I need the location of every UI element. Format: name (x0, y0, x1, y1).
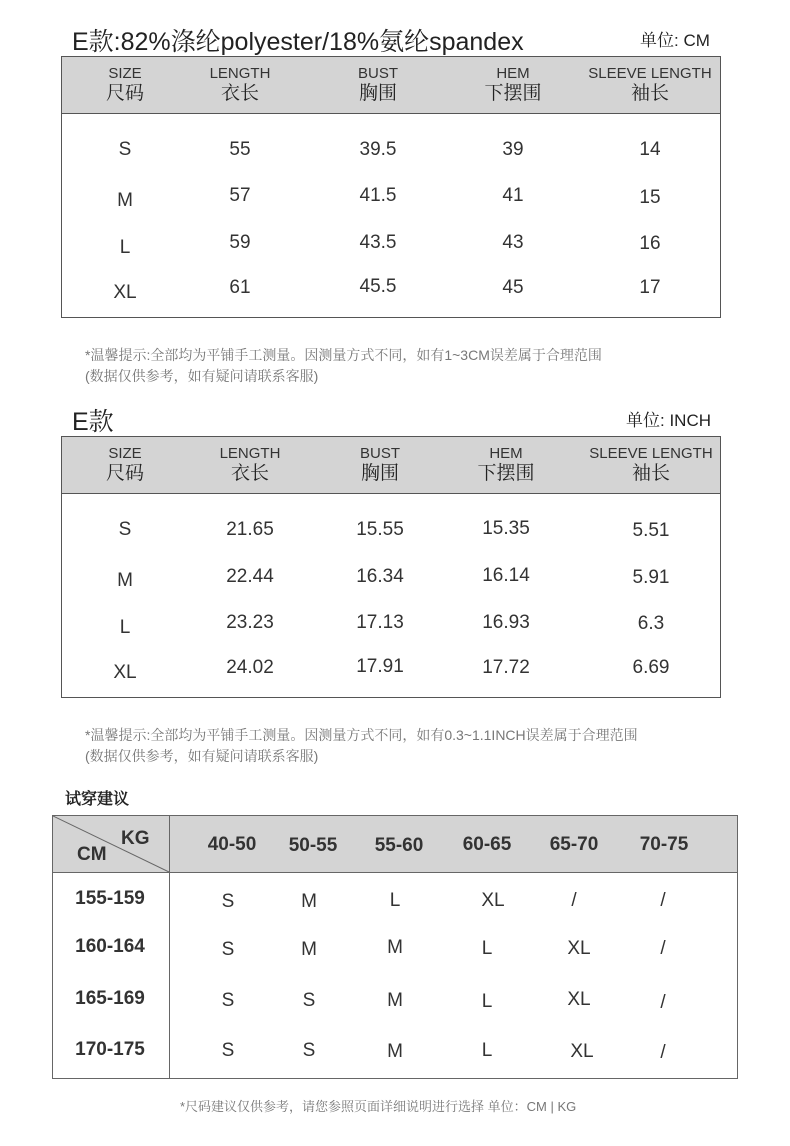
table-cell: 16.14 (482, 565, 530, 586)
header-bust: BUST 胸围 (359, 445, 401, 484)
cm-size-table (61, 56, 721, 318)
table-cell: 41 (502, 185, 524, 206)
weight-header: 40-50 (207, 834, 257, 855)
header-sleeve-length: SLEEVE LENGTH 袖长 (589, 445, 713, 484)
fit-recommendation-title: 试穿建议 (65, 791, 130, 808)
table-cell: 59 (229, 232, 251, 253)
table-cell: 5.51 (632, 520, 670, 541)
header-hem: HEM 下摆围 (477, 445, 535, 484)
inch-size-table (61, 436, 721, 698)
weight-header: 70-75 (639, 834, 689, 855)
inch-section-title: E款 (72, 408, 114, 436)
rec-size-cell: M (301, 939, 317, 960)
table-cell: 43 (502, 232, 524, 253)
height-label: 170-175 (75, 1039, 145, 1060)
rec-size-cell: L (481, 991, 493, 1012)
weight-header: 55-60 (374, 835, 424, 856)
table-cell: 15 (639, 187, 661, 208)
table-cell: 55 (229, 139, 251, 160)
rec-size-cell: M (387, 937, 403, 958)
table-cell: 57 (229, 185, 251, 206)
header-size: SIZE 尺码 (105, 445, 145, 484)
rec-size-cell: XL (570, 1041, 594, 1062)
table-cell: 23.23 (226, 612, 274, 633)
rec-size-cell: S (221, 891, 235, 912)
header-hem: HEM 下摆围 (484, 65, 542, 104)
table-cell: XL (113, 662, 137, 683)
rec-size-cell: / (660, 992, 666, 1013)
rec-size-cell: XL (481, 890, 505, 911)
rec-size-cell: M (301, 891, 317, 912)
table-cell: 6.3 (637, 613, 665, 634)
table-cell: 5.91 (632, 567, 670, 588)
corner-kg-label: KG (121, 828, 150, 849)
table-cell: L (119, 237, 131, 258)
rec-size-cell: S (221, 939, 235, 960)
table-cell: 17 (639, 277, 661, 298)
rec-size-cell: S (221, 1040, 235, 1061)
rec-size-cell: S (221, 990, 235, 1011)
cm-measure-note: *温馨提示:全部均为平铺手工测量。因测量方式不同，如有1~3CM误差属于合理范围 (数据仅供参考，如有疑问请联系客服) (85, 347, 602, 384)
table-cell: 15.35 (482, 518, 530, 539)
table-cell: 16 (639, 233, 661, 254)
table-cell: 17.91 (356, 656, 404, 677)
cm-unit-label: 单位: CM (640, 31, 710, 50)
header-length: LENGTH 衣长 (219, 445, 281, 484)
rec-size-cell: L (481, 1040, 493, 1061)
fit-recommendation-table (52, 815, 738, 1079)
table-cell: 16.34 (356, 566, 404, 587)
rec-size-cell: L (481, 938, 493, 959)
table-cell: 45 (502, 277, 524, 298)
inch-unit-label: 单位: INCH (626, 411, 711, 430)
table-cell: 61 (229, 277, 251, 298)
table-cell: M (117, 570, 133, 591)
rec-size-cell: XL (567, 938, 591, 959)
header-sleeve-length: SLEEVE LENGTH 袖长 (588, 65, 712, 104)
table-cell: 17.72 (482, 657, 530, 678)
height-label: 160-164 (75, 936, 145, 957)
height-label: 155-159 (75, 888, 145, 909)
table-cell: 17.13 (356, 612, 404, 633)
table-cell: S (118, 139, 132, 160)
weight-header: 50-55 (288, 835, 338, 856)
table-cell: 14 (639, 139, 661, 160)
rec-size-cell: / (660, 938, 666, 959)
table-cell: 6.69 (632, 657, 670, 678)
table-cell: 24.02 (226, 657, 274, 678)
table-cell: 39 (502, 139, 524, 160)
rec-size-cell: / (660, 1042, 666, 1063)
rec-size-cell: M (387, 1041, 403, 1062)
table-cell: 22.44 (226, 566, 274, 587)
table-cell: XL (113, 282, 137, 303)
weight-header: 60-65 (462, 834, 512, 855)
header-bust: BUST 胸围 (357, 65, 399, 104)
table-cell: S (118, 519, 132, 540)
table-cell: 21.65 (226, 519, 274, 540)
table-cell: M (117, 190, 133, 211)
rec-size-cell: M (387, 990, 403, 1011)
cm-section-title: E款:82%涤纶polyester/18%氨纶spandex (72, 28, 524, 56)
header-length: LENGTH 衣长 (209, 65, 271, 104)
recommendation-footer-note: *尺码建议仅供参考，请您参照页面详细说明进行选择 单位：CM | KG (180, 1099, 577, 1114)
corner-cm-label: CM (77, 844, 107, 865)
rec-size-cell: / (571, 890, 577, 911)
rec-size-cell: / (660, 890, 666, 911)
table-cell: 43.5 (359, 232, 397, 253)
corner-diagonal (53, 816, 170, 872)
header-size: SIZE 尺码 (105, 65, 145, 104)
inch-table-header (62, 437, 720, 494)
rec-size-cell: XL (567, 989, 591, 1010)
weight-header: 65-70 (549, 834, 599, 855)
table-cell: 15.55 (356, 519, 404, 540)
rec-size-cell: S (302, 1040, 316, 1061)
table-cell: 45.5 (359, 276, 397, 297)
table-cell: L (119, 617, 131, 638)
inch-measure-note: *温馨提示:全部均为平铺手工测量。因测量方式不同，如有0.3~1.1INCH误差属于合理范围 (数据仅供参考，如有疑问请联系客服) (85, 727, 638, 764)
table-cell: 16.93 (482, 612, 530, 633)
rec-size-cell: S (302, 990, 316, 1011)
cm-table-header (62, 57, 720, 114)
table-cell: 39.5 (359, 139, 397, 160)
height-label: 165-169 (75, 988, 145, 1009)
rec-size-cell: L (389, 890, 401, 911)
table-cell: 41.5 (359, 185, 397, 206)
